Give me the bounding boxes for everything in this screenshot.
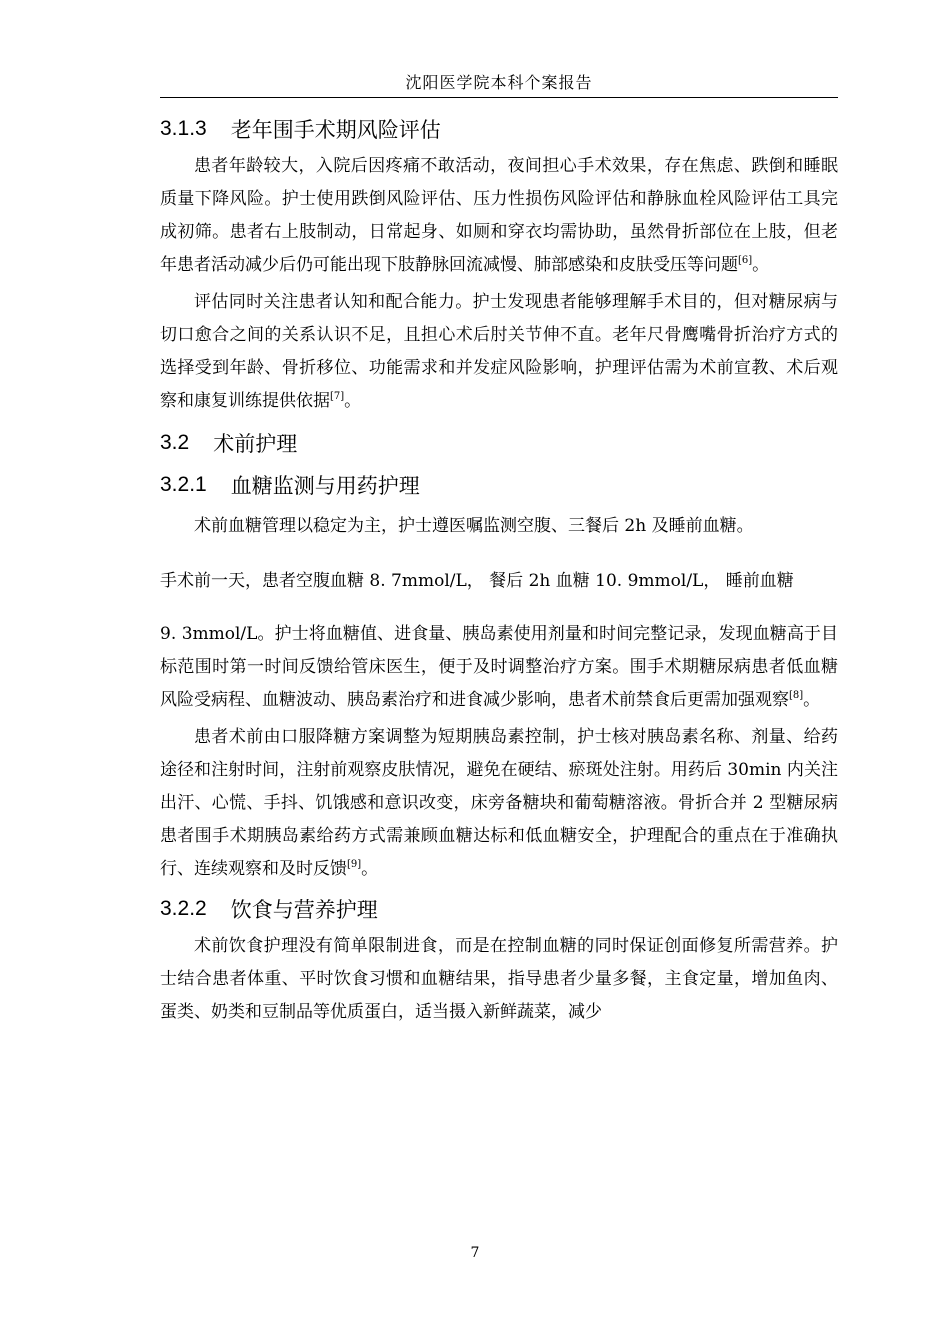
section-number: 3.1.3 bbox=[160, 117, 207, 140]
paragraph: 患者术前由口服降糖方案调整为短期胰岛素控制，护士核对胰岛素名称、剂量、给药途径和注射时间，注射前观察皮肤情况，避免在硬结、瘀斑处注射。用药后 30min 内关注出汗、心慌、手抖、饥饿感和意识改变，床旁备糖块和葡萄糖溶液。骨折合并 2 型糖尿病患者围手术期胰岛素给药方式需兼顾血糖达标和低血糖安全，护理配合的重点在于准确执行、连续观察和及时反馈[9]。 bbox=[160, 727, 838, 879]
section-title: 老年围手术期风险评估 bbox=[230, 118, 441, 142]
paragraph: 9. 3mmol/L。护士将血糖值、进食量、胰岛素使用剂量和时间完整记录，发现血糖高于目标范围时第一时间反馈给管床医生，便于及时调整治疗方案。围手术期糖尿病患者低血糖风险受病程、血糖波动、胰岛素治疗和进食减少影响，患者术前禁食后更需加强观察[8]。 bbox=[160, 624, 838, 710]
section-title: 术前护理 bbox=[213, 432, 298, 456]
section-number: 3.2.1 bbox=[160, 473, 207, 496]
section-heading-3-1-3 bbox=[160, 112, 838, 146]
citation: [6] bbox=[738, 255, 753, 266]
paragraph: 术前饮食护理没有简单限制进食，而是在控制血糖的同时保证创面修复所需营养。护士结合患者体重、平时饮食习惯和血糖结果，指导患者少量多餐，主食定量，增加鱼肉、蛋类、奶类和豆制品等优质蛋白，适当摄入新鲜蔬菜，减少 bbox=[160, 936, 838, 1022]
citation: [8] bbox=[789, 690, 804, 701]
document-body bbox=[160, 112, 838, 1029]
page-number: 7 bbox=[470, 1245, 480, 1261]
section-heading-3-2-2 bbox=[160, 892, 838, 926]
section-heading-3-2 bbox=[160, 426, 838, 460]
citation: [7] bbox=[330, 391, 345, 402]
paragraph: 患者年龄较大，入院后因疼痛不敢活动，夜间担心手术效果，存在焦虑、跌倒和睡眠质量下降风险。护士使用跌倒风险评估、压力性损伤风险评估和静脉血栓风险评估工具完成初筛。患者右上肢制动，日常起身、如厕和穿衣均需协助，虽然骨折部位在上肢，但老年患者活动减少后仍可能出现下肢静脉回流减慢、肺部感染和皮肤受压等问题[6]。 bbox=[160, 156, 838, 275]
section-title: 饮食与营养护理 bbox=[230, 898, 378, 922]
paragraph: 术前血糖管理以稳定为主，护士遵医嘱监测空腹、三餐后 2h 及睡前血糖。 bbox=[194, 516, 754, 536]
section-number: 3.2.2 bbox=[160, 897, 207, 920]
citation: [9] bbox=[347, 859, 362, 870]
paragraph: 评估同时关注患者认知和配合能力。护士发现患者能够理解手术目的，但对糖尿病与切口愈合之间的关系认识不足，且担心术后肘关节伸不直。老年尺骨鹰嘴骨折治疗方式的选择受到年龄、骨折移位、功能需求和并发症风险影响，护理评估需为术前宣教、术后观察和康复训练提供依据[7]。 bbox=[160, 292, 838, 411]
section-heading-3-2-1 bbox=[160, 468, 838, 502]
paragraph-line: 手术前一天，患者空腹血糖 8. 7mmol/L， 餐后 2h 血糖 10. 9mmol/L， 睡前血糖 bbox=[160, 571, 794, 591]
section-title: 血糖监测与用药护理 bbox=[230, 474, 420, 498]
section-number: 3.2 bbox=[160, 431, 190, 454]
page-header: 沈阳医学院本科个案报告 bbox=[160, 70, 838, 98]
